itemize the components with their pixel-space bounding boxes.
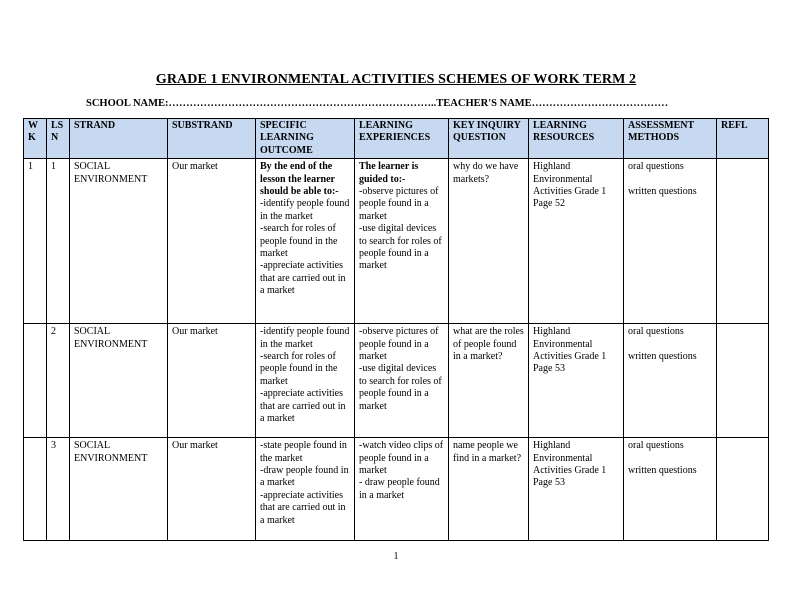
outcome-item: -state people found in the market: [260, 440, 347, 464]
experience-item: -watch video clips of people found in a market: [359, 440, 444, 477]
table-header-row: [24, 119, 769, 159]
cell-question: name people we find in a market?: [449, 438, 529, 541]
table-row: [24, 324, 769, 438]
cell-substrand: Our market: [168, 324, 256, 438]
header-wk: W K: [24, 119, 47, 159]
header-resources: LEARNING RESOURCES: [529, 119, 624, 159]
outcome-item: -search for roles of people found in the market: [260, 223, 338, 260]
cell-resources: Highland Environmental Activities Grade 1 Page 52: [529, 159, 624, 324]
assessment-item: oral questions: [628, 326, 684, 338]
cell-question: why do we have markets?: [449, 159, 529, 324]
schemes-of-work-table: [23, 118, 769, 541]
experience-item: -observe pictures of people found in a market: [359, 186, 439, 222]
cell-experiences: [355, 324, 449, 438]
cell-strand: SOCIAL ENVIRONMENT: [70, 324, 168, 438]
cell-outcome: [256, 438, 355, 541]
assessment-item: oral questions: [628, 161, 684, 173]
header-substrand: SUBSTRAND: [168, 119, 256, 159]
cell-assessment: [624, 159, 717, 324]
outcome-item: -search for roles of people found in the market: [260, 351, 338, 387]
header-strand: STRAND: [70, 119, 168, 159]
assessment-item: written questions: [628, 464, 697, 476]
table-row: [24, 159, 769, 324]
outcome-item: -draw people found in a market: [260, 465, 349, 489]
school-teacher-name-line: SCHOOL NAME:…………………………………………………………………..TEACHER'S NAME…………………………………: [86, 98, 669, 109]
outcome-item: -appreciate activities that are carried out in a market: [260, 260, 346, 297]
cell-assessment: [624, 438, 717, 541]
experience-item: - draw people found in a market: [359, 477, 440, 501]
assessment-item: written questions: [628, 185, 697, 197]
header-question: KEY INQUIRY QUESTION: [449, 119, 529, 159]
cell-lsn: 2: [47, 324, 70, 438]
header-experiences: LEARNING EXPERIENCES: [355, 119, 449, 159]
header-assessment: ASSESSMENT METHODS: [624, 119, 717, 159]
outcome-item: -appreciate activities that are carried out in a market: [260, 388, 346, 425]
cell-wk: 1: [24, 159, 47, 324]
cell-refl: [717, 159, 769, 324]
cell-outcome: [256, 159, 355, 324]
cell-strand: SOCIAL ENVIRONMENT: [70, 438, 168, 541]
cell-resources: Highland Environmental Activities Grade 1 Page 53: [529, 324, 624, 438]
outcome-item: -appreciate activities that are carried out in a market: [260, 489, 346, 526]
assessment-item: written questions: [628, 350, 697, 362]
header-lsn: LS N: [47, 119, 70, 159]
cell-resources: Highland Environmental Activities Grade 1 Page 53: [529, 438, 624, 541]
experience-item: -use digital devices to search for roles of people found in a market: [359, 223, 442, 272]
outcome-item: -identify people found in the market: [260, 198, 350, 222]
outcome-item: -identify people found in the market: [260, 326, 350, 350]
cell-experiences: [355, 159, 449, 324]
cell-wk: [24, 324, 47, 438]
cell-outcome: [256, 324, 355, 438]
cell-wk: [24, 438, 47, 541]
experiences-intro: The learner is guided to:-: [359, 161, 419, 185]
cell-strand: SOCIAL ENVIRONMENT: [70, 159, 168, 324]
cell-refl: [717, 324, 769, 438]
header-refl: REFL: [717, 119, 769, 159]
cell-lsn: 1: [47, 159, 70, 324]
cell-substrand: Our market: [168, 438, 256, 541]
outcome-intro: By the end of the lesson the learner should be able to:-: [260, 161, 339, 198]
cell-lsn: 3: [47, 438, 70, 541]
table-row: [24, 438, 769, 541]
cell-experiences: [355, 438, 449, 541]
cell-assessment: [624, 324, 717, 438]
cell-refl: [717, 438, 769, 541]
cell-question: what are the roles of people found in a market?: [449, 324, 529, 438]
document-title: GRADE 1 ENVIRONMENTAL ACTIVITIES SCHEMES OF WORK TERM 2: [155, 72, 637, 87]
experience-item: -observe pictures of people found in a market: [359, 326, 439, 363]
cell-substrand: Our market: [168, 159, 256, 324]
experience-item: -use digital devices to search for roles of people found in a market: [359, 363, 442, 412]
assessment-item: oral questions: [628, 440, 684, 452]
page-number: 1: [393, 551, 399, 562]
header-outcome: SPECIFIC LEARNING OUTCOME: [256, 119, 355, 159]
